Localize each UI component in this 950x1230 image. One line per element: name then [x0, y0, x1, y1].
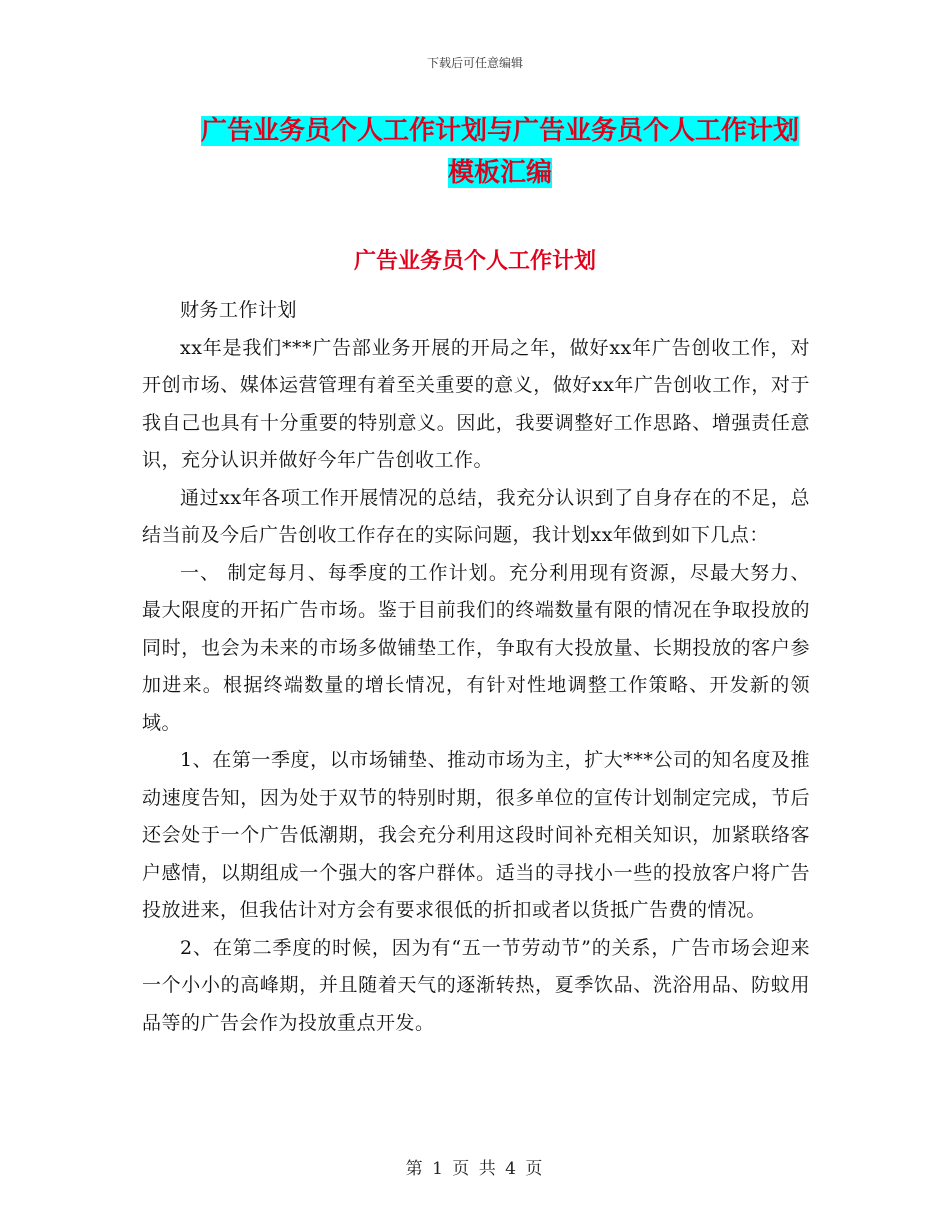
paragraph: 2、在第二季度的时候，因为有“五一节劳动节”的关系，广告市场会迎来一个小小的高峰期，并且随着天气的逐渐转热，夏季饮品、洗浴用品、防蚊用品等的广告会作为投放重点开发。: [142, 936, 810, 1034]
document-body: [142, 292, 810, 1042]
paragraph: 通过xx年各项工作开展情况的总结，我充分认识到了自身存在的不足，总结当前及今后广告创收工作存在的实际问题，我计划xx年做到如下几点：: [142, 486, 810, 546]
header-note: 下载后可任意编辑: [426, 56, 523, 70]
document-subtitle: 广告业务员个人工作计划: [353, 248, 596, 274]
document-title-line2: 模板汇编: [447, 158, 552, 188]
paragraph: 1、在第一季度，以市场铺垫、推动市场为主，扩大***公司的知名度及推动速度告知，因为处于双节的特别时期，很多单位的宣传计划制定完成，节后还会处于一个广告低潮期，我会充分利用这段时间补充相关知识，加紧联络客户感情，以期组成一个强大的客户群体。适当的寻找小一些的投放客户将广告投放进来，但我估计对方会有要求很低的折扣或者以货抵广告费的情况。: [142, 749, 810, 921]
paragraph: 一、 制定每月、每季度的工作计划。充分利用现有资源，尽最大努力、最大限度的开拓广告市场。鉴于目前我们的终端数量有限的情况在争取投放的同时，也会为未来的市场多做铺垫工作，争取有大投放量、长期投放的客户参加进来。根据终端数量的增长情况，有针对性地调整工作策略、开发新的领域。: [142, 561, 810, 734]
document-title-line1: 广告业务员个人工作计划与广告业务员个人工作计划: [200, 116, 799, 146]
document-title: [140, 110, 860, 194]
paragraph: 财务工作计划: [180, 299, 298, 321]
page-footer: 第 1 页 共 4 页: [405, 1159, 545, 1179]
paragraph: xx年是我们***广告部业务开展的开局之年，做好xx年广告创收工作，对开创市场、媒体运营管理有着至关重要的意义，做好xx年广告创收工作，对于我自己也具有十分重要的特别意义。因此，我要调整好工作思路、增强责任意识，充分认识并做好今年广告创收工作。: [142, 336, 810, 471]
